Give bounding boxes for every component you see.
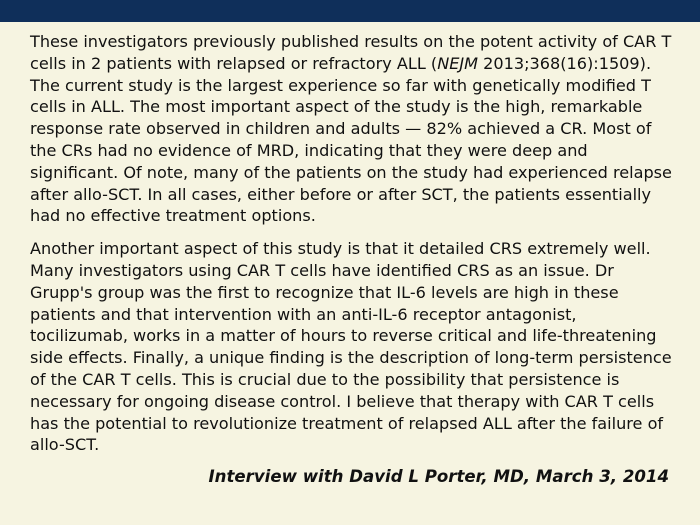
header-bar: [0, 0, 700, 22]
slide-body: [30, 31, 676, 456]
paragraph-1: [30, 31, 676, 227]
paragraph-2: Another important aspect of this study is that it detailed CRS extremely well. Many investigators using CAR T cells have identified CRS as an issue. Dr Grupp's group was the first to recognize that IL-6 levels are high in these patients and that intervention with an anti-IL-6 receptor antagonist, tocilizumab, works in a matter of hours to reverse critical and life-threatening side effects. Finally, a unique finding is the description of long-term persistence of the CAR T cells. This is crucial due to the possibility that persistence is necessary for ongoing disease control. I believe that therapy with CAR T cells has the potential to revolutionize treatment of relapsed ALL after the failure of allo-SCT.: [30, 239, 672, 455]
paragraph-1-text-end: 2013;368(16):1509). The current study is the largest experience so far with genetically modified T cells in ALL. The most important aspect of the study is the high, remarkable response rate observed in children and adults — 82% achieved a CR. Most of the CRs had no evidence of MRD, indicating that they were deep and significant. Of note, many of the patients on the study had experienced relapse after allo-SCT. In all cases, either before or after SCT, the patients essentially had no effective treatment options.: [30, 53, 672, 226]
journal-name: NEJM: [437, 53, 479, 73]
paragraph-1-text-start: These investigators previously published results on the potent activity of CAR T cells in 2 patients with relapsed or refractory ALL (: [30, 32, 672, 73]
attribution: Interview with David L Porter, MD, March 3, 2014: [208, 467, 669, 486]
